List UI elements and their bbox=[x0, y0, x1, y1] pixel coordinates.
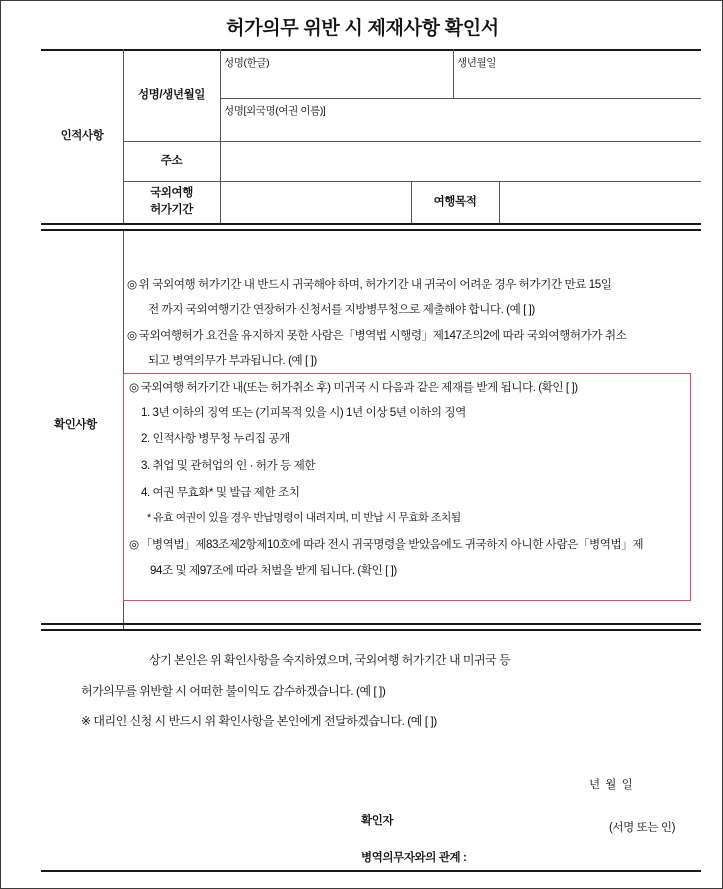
confirm-section-bottom-rule-2 bbox=[41, 629, 701, 631]
field-label-name-birth-text: 성명/생년월일 bbox=[137, 88, 206, 101]
sanction-item-3: 3. 취업 및 관허업의 인 · 허가 등 제한 bbox=[141, 459, 316, 472]
signature-note: (서명 또는 인) bbox=[609, 822, 675, 834]
clause-2-marker: ◎ bbox=[127, 329, 137, 342]
col-rule-confirm-label bbox=[123, 231, 124, 629]
boxed-heading-marker: ◎ bbox=[129, 381, 139, 394]
row-rule-name-split bbox=[220, 98, 701, 99]
clause-1-marker: ◎ bbox=[127, 278, 137, 291]
final-clause-line-2: 94조 및 제97조에 따라 처벌을 받게 됩니다. (확인 [ ]) bbox=[150, 564, 397, 577]
field-label-travel-period-line1: 국외여행 bbox=[150, 187, 193, 200]
field-label-travel-purpose bbox=[411, 181, 499, 223]
field-value-name-foreign[interactable] bbox=[229, 120, 689, 138]
field-label-travel-period bbox=[123, 181, 220, 223]
field-label-address bbox=[123, 141, 220, 181]
page-bottom-rule bbox=[41, 870, 701, 872]
field-label-travel-period-line2: 허가기간 bbox=[150, 204, 193, 216]
sanction-footnote: * 유효 여권이 있을 경우 반납명령이 내려지며, 미 반납 시 무효화 조치됨 bbox=[147, 512, 461, 524]
declaration-line-1: 상기 본인은 위 확인사항을 숙지하였으며, 국외여행 허가기간 내 미귀국 등 bbox=[149, 653, 511, 667]
field-value-travel-period[interactable] bbox=[229, 194, 404, 212]
sanction-item-2: 2. 인적사항 병무청 누리집 공개 bbox=[141, 432, 290, 445]
field-label-name-korean: 성명(한글) bbox=[224, 57, 270, 69]
section-label-confirm: 확인사항 bbox=[54, 419, 97, 431]
section-label-personal-text: 인적사항 bbox=[60, 129, 104, 142]
date-line: 년 월 일 bbox=[589, 779, 634, 791]
field-label-travel-purpose-text: 여행목적 bbox=[433, 195, 477, 208]
col-rule-birthdate bbox=[453, 49, 454, 98]
declaration-line-2: 허가의무를 위반할 시 어떠한 불이익도 감수하겠습니다. (예 [ ]) bbox=[81, 684, 386, 698]
boxed-heading bbox=[129, 379, 578, 397]
clause-1-line-1 bbox=[127, 276, 611, 294]
field-value-travel-purpose[interactable] bbox=[506, 194, 691, 212]
field-label-address-text: 주소 bbox=[160, 154, 183, 167]
confirmer-value[interactable] bbox=[411, 812, 591, 828]
relation-label: 병역의무자와의 관계 : bbox=[361, 852, 467, 864]
final-clause-marker: ◎ bbox=[129, 538, 139, 551]
final-clause-line-1 bbox=[129, 536, 643, 554]
section-label-personal bbox=[41, 49, 123, 223]
field-label-name-birth bbox=[123, 49, 220, 141]
page-title: 허가의무 위반 시 제재사항 확인서 bbox=[226, 18, 499, 39]
declaration-line-3: ※ 대리인 신청 시 반드시 위 확인사항을 본인에게 전달하겠습니다. (예 [ ]) bbox=[81, 714, 437, 728]
sanction-item-1: 1. 3년 이하의 징역 또는 (기피목적 있을 시) 1년 이상 5년 이하의 징역 bbox=[141, 406, 466, 419]
clause-1-line-2: 전 까지 국외여행기간 연장허가 신청서를 지방병무청으로 제출해야 합니다. (예 [ ]) bbox=[148, 303, 535, 316]
clause-1-line-1-text: 위 국외여행 허가기간 내 반드시 귀국해야 하며, 허가기간 내 귀국이 어려운 경우 허가기간 만료 15일 bbox=[138, 278, 612, 291]
sanction-item-4: 4. 여권 무효화* 및 발급 제한 조치 bbox=[141, 486, 300, 499]
clause-2-line-2: 되고 병역의무가 부과됩니다. (예 [ ]) bbox=[148, 354, 317, 367]
confirm-section-bottom-rule bbox=[41, 623, 701, 625]
section-divider-rule bbox=[41, 229, 701, 231]
relation-value[interactable] bbox=[471, 849, 671, 865]
field-label-birthdate: 생년월일 bbox=[457, 57, 496, 69]
final-clause-line-1-text: 「병역법」제83조제2항제10호에 따라 전시 귀국명령을 받았음에도 귀국하지 아니한 사람은「병역법」제 bbox=[140, 538, 644, 551]
clause-2-line-1-text: 국외여행허가 요건을 유지하지 못한 사람은「병역법 시행령」제147조의2에 따라 국외여행허가가 취소 bbox=[138, 329, 627, 342]
table-bottom-rule bbox=[41, 223, 701, 225]
field-value-name-korean[interactable] bbox=[229, 75, 444, 93]
col-rule-field-label bbox=[220, 49, 221, 223]
confirmer-label: 확인자 bbox=[361, 815, 394, 827]
col-rule-travel-purpose-value bbox=[499, 181, 500, 223]
clause-2-line-1 bbox=[127, 327, 626, 345]
field-label-name-foreign: 성명[외국명(여권 이름)] bbox=[224, 105, 326, 117]
boxed-heading-text: 국외여행 허가기간 내(또는 허가취소 후) 미귀국 시 다음과 같은 제재를 받게 됩니다. (확인 [ ]) bbox=[140, 381, 578, 394]
field-value-birthdate[interactable] bbox=[461, 75, 691, 93]
field-value-address[interactable] bbox=[229, 153, 689, 171]
